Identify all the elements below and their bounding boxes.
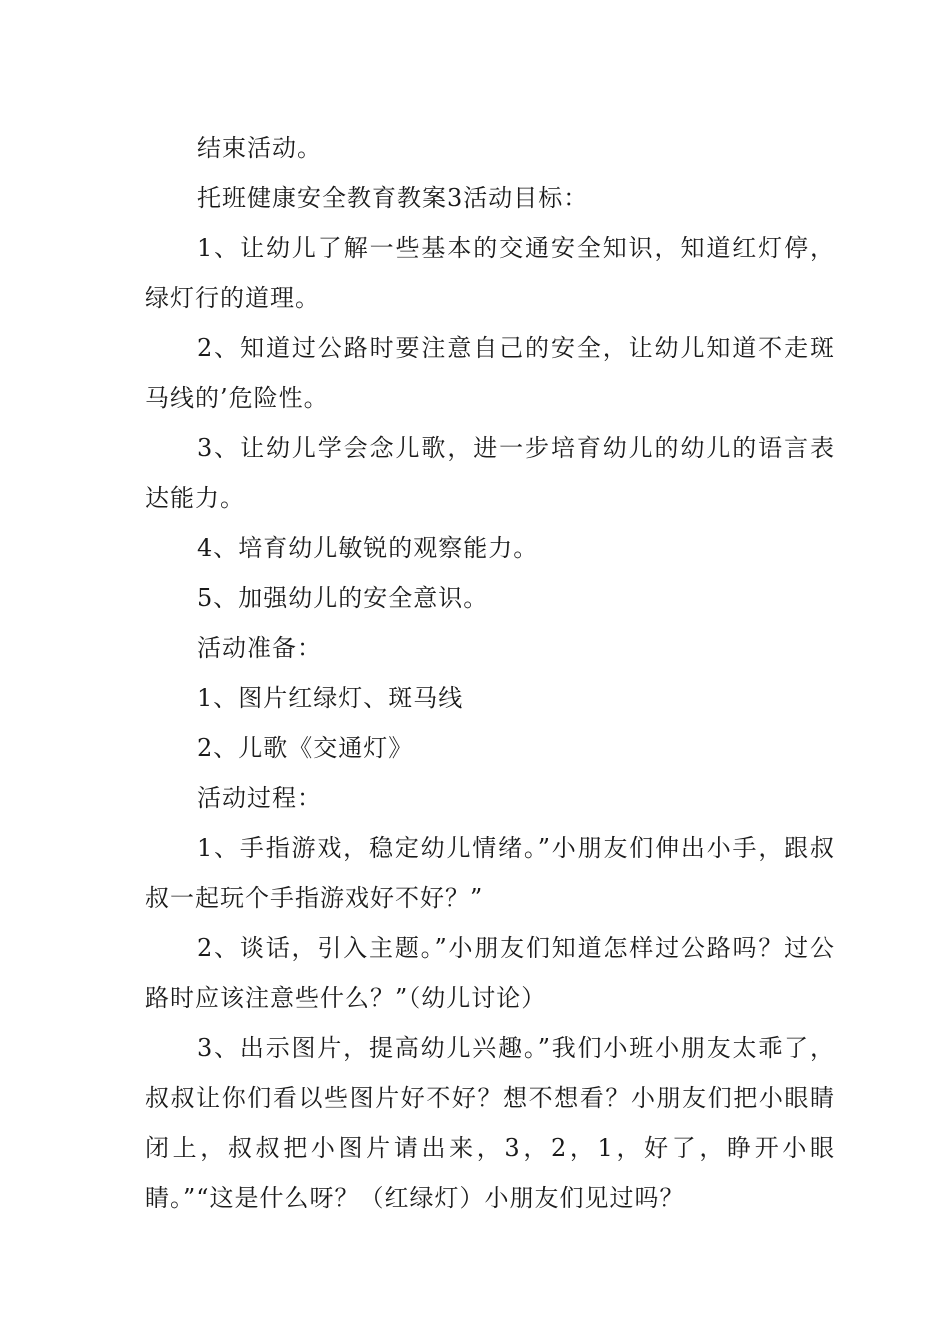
paragraph-prep-heading: 活动准备：: [197, 634, 322, 662]
paragraph-process-2: 2、谈话，引入主题。”小朋友们知道怎样过公路吗？过公路时应该注意些什么？”（幼儿讨论）: [145, 934, 835, 1012]
paragraph-prep-2: 2、儿歌《交通灯》: [197, 734, 414, 762]
paragraph-goal-4: 4、培育幼儿敏锐的观察能力。: [197, 534, 539, 562]
paragraph-goal-2: 2、知道过公路时要注意自己的安全，让幼儿知道不走斑马线的’危险性。: [145, 334, 835, 412]
paragraph-goal-3: 3、让幼儿学会念儿歌，进一步培育幼儿的幼儿的语言表达能力。: [145, 434, 835, 512]
document-body: [145, 123, 835, 1223]
paragraph-goal-1: 1、让幼儿了解一些基本的交通安全知识，知道红灯停，绿灯行的道理。: [145, 234, 835, 312]
paragraph-process-1: 1、手指游戏，稳定幼儿情绪。”小朋友们伸出小手，跟叔叔一起玩个手指游戏好不好？”: [145, 834, 835, 912]
paragraph-process-3: 3、出示图片，提高幼儿兴趣。”我们小班小朋友太乖了，叔叔让你们看以些图片好不好？想不想看？小朋友们把小眼睛闭上，叔叔把小图片请出来，3，2，1，好了，睁开小眼睛。”“这是什么呀？（红绿灯）小朋友们见过吗？: [145, 1034, 835, 1212]
paragraph-goal-5: 5、加强幼儿的安全意识。: [197, 584, 489, 612]
paragraph-process-heading: 活动过程：: [197, 784, 322, 812]
paragraph-closing: 结束活动。: [197, 134, 322, 162]
paragraph-prep-1: 1、图片红绿灯、斑马线: [197, 684, 464, 712]
paragraph-lesson-title: 托班健康安全教育教案3活动目标：: [197, 184, 589, 212]
